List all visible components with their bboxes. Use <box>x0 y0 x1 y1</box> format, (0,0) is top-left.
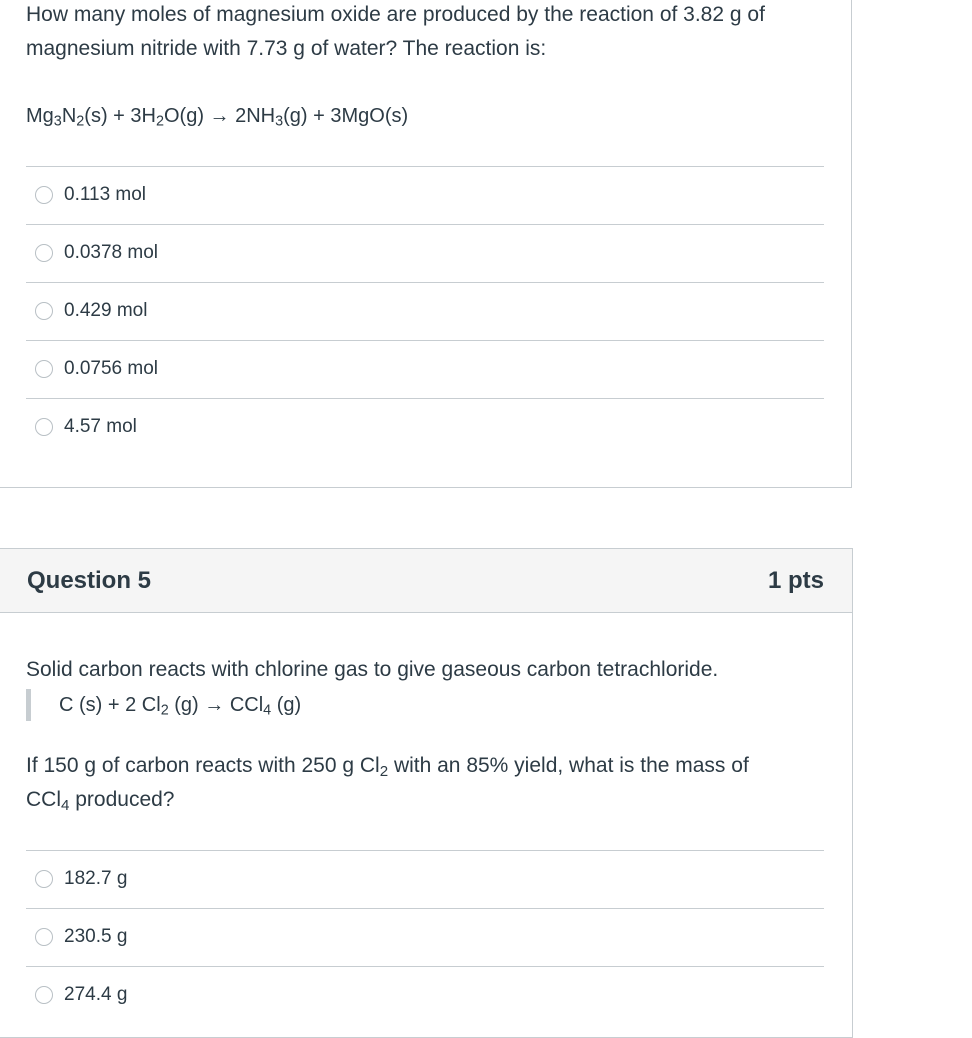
answer-option[interactable] <box>26 166 824 224</box>
answer-option[interactable] <box>26 282 824 340</box>
radio-button[interactable] <box>35 244 53 262</box>
question-4-prompt <box>26 0 826 66</box>
radio-button[interactable] <box>35 360 53 378</box>
answer-option[interactable] <box>26 398 824 456</box>
answer-label[interactable]: 182.7 g <box>64 868 128 889</box>
radio-button[interactable] <box>35 302 53 320</box>
answer-option[interactable] <box>26 966 824 1024</box>
answer-option[interactable] <box>26 850 824 908</box>
answer-label[interactable]: 230.5 g <box>64 926 128 947</box>
answer-label[interactable]: 274.4 g <box>64 984 128 1005</box>
question-5-answers <box>26 850 824 1024</box>
radio-button[interactable] <box>35 986 53 1004</box>
radio-button[interactable] <box>35 418 53 436</box>
question-5-equation: C (s) + 2 $Cl_2$ (g) → CCl$_4$ (g) <box>26 689 301 721</box>
answer-label[interactable]: 0.113 mol <box>64 184 147 205</box>
question-5-intro: Solid carbon reacts with chlorine gas to give gaseous carbon tetrachloride. <box>26 658 719 681</box>
answer-label[interactable]: 0.0756 mol <box>64 358 159 379</box>
answer-option[interactable] <box>26 908 824 966</box>
answer-option[interactable] <box>26 340 824 398</box>
radio-button[interactable] <box>35 186 53 204</box>
answer-label[interactable]: 0.429 mol <box>64 300 148 321</box>
question-5-card <box>0 548 853 1038</box>
answer-label[interactable]: 4.57 mol <box>64 416 137 437</box>
question-title: Question 5 <box>27 567 152 594</box>
question-4-prompt-line2: magnesium nitride with 7.73 g of water? The reaction is: <box>26 37 547 60</box>
answer-option[interactable] <box>26 224 824 282</box>
radio-button[interactable] <box>35 928 53 946</box>
question-5-header <box>0 549 852 613</box>
question-4-card <box>0 0 852 488</box>
answer-label[interactable]: 0.0378 mol <box>64 242 159 263</box>
question-4-equation: $Mg_3N_2(s) + 3H_2O(g) \to 2NH_3(g) + 3MgO(s)$ <box>26 105 409 130</box>
radio-button[interactable] <box>35 870 53 888</box>
question-4-prompt-line1: How many moles of magnesium oxide are produced by the reaction of 3.82 g of <box>26 3 765 26</box>
question-5-prompt: If 150 g of carbon reacts with 250 g $Cl_2$ with an 85% yield, what is the mass of CCl$_4$ produced? <box>26 754 749 814</box>
question-points: 1 pts <box>767 567 824 594</box>
question-4-answers <box>26 166 824 456</box>
